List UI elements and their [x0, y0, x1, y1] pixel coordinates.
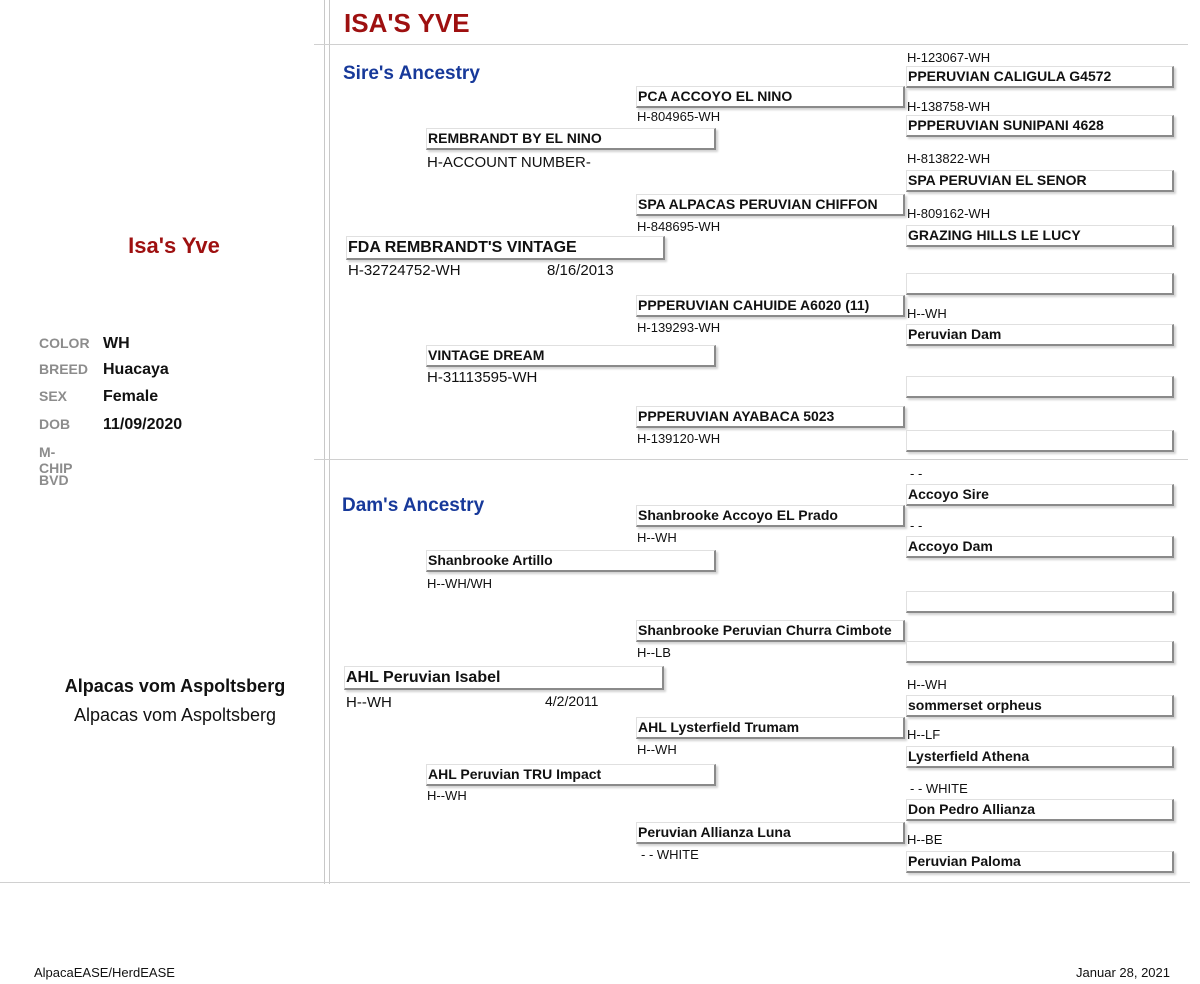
- gen3-id: H-804965-WH: [637, 109, 721, 124]
- detail-value: 11/09/2020: [103, 416, 183, 433]
- divider-left-2: [329, 0, 330, 884]
- gen4-id: H-813822-WH: [907, 151, 991, 166]
- gen4-box: SPA PERUVIAN EL SENOR: [906, 170, 1174, 192]
- sire-dob: 8/16/2013: [547, 262, 614, 279]
- divider-left-1: [324, 0, 325, 884]
- gen4-id: H--WH: [907, 306, 947, 321]
- gen4-box: sommerset orpheus: [906, 695, 1174, 717]
- gen4-box: GRAZING HILLS LE LUCY: [906, 225, 1174, 247]
- gen3-box: PCA ACCOYO EL NINO: [636, 86, 905, 108]
- gen3-id: - - WHITE: [641, 847, 699, 862]
- gen3-id: H-139120-WH: [637, 431, 721, 446]
- gen4-id: H--BE: [907, 832, 943, 847]
- gen3-id: H-848695-WH: [637, 219, 721, 234]
- sire-id: H-32724752-WH: [348, 262, 461, 279]
- detail-value: Huacaya: [103, 361, 169, 378]
- gen4-id: H-809162-WH: [907, 206, 991, 221]
- gen4-box: [906, 273, 1174, 295]
- gen3-id: H-139293-WH: [637, 320, 721, 335]
- dam-section-title: Dam's Ancestry: [342, 495, 485, 516]
- gen2-id: H-ACCOUNT NUMBER-: [427, 154, 591, 171]
- footer-software: AlpacaEASE/HerdEASE: [34, 965, 175, 980]
- detail-label: DOB: [39, 416, 71, 432]
- dam-box: AHL Peruvian Isabel: [344, 666, 664, 690]
- gen3-id: H--WH: [637, 742, 677, 757]
- page-title: ISA'S YVE: [344, 8, 470, 38]
- detail-label: BVD: [39, 472, 69, 488]
- gen3-box: Shanbrooke Peruvian Churra Cimbote: [636, 620, 905, 642]
- gen3-box: Shanbrooke Accoyo EL Prado: [636, 505, 905, 527]
- gen2-id: H-31113595-WH: [427, 369, 538, 386]
- gen4-box: [906, 376, 1174, 398]
- detail-value: WH: [103, 335, 130, 352]
- gen2-id: H--WH: [427, 788, 467, 803]
- gen4-box: Don Pedro Allianza: [906, 799, 1174, 821]
- owner-farm: Alpacas vom Aspoltsberg: [73, 705, 277, 725]
- detail-label: SEX: [39, 388, 68, 404]
- owner-name: Alpacas vom Aspoltsberg: [64, 676, 286, 696]
- section-rule: [314, 459, 1188, 460]
- detail-label: BREED: [39, 361, 89, 377]
- gen4-id: - -: [910, 466, 923, 481]
- gen2-box: REMBRANDT BY EL NINO: [426, 128, 716, 150]
- gen4-id: H-123067-WH: [907, 50, 991, 65]
- gen4-box: [906, 591, 1174, 613]
- gen3-box: PPPERUVIAN CAHUIDE A6020 (11): [636, 295, 905, 317]
- gen2-box: AHL Peruvian TRU Impact: [426, 764, 716, 786]
- gen4-id: H--LF: [907, 727, 941, 742]
- gen4-box: Peruvian Paloma: [906, 851, 1174, 873]
- animal-name: Isa's Yve: [128, 233, 220, 258]
- gen4-box: Accoyo Sire: [906, 484, 1174, 506]
- bottom-rule: [0, 882, 1190, 883]
- sire-box: FDA REMBRANDT'S VINTAGE: [346, 236, 665, 260]
- gen4-id: H--WH: [907, 677, 947, 692]
- gen3-id: H--WH: [637, 530, 677, 545]
- gen3-box: PPPERUVIAN AYABACA 5023: [636, 406, 905, 428]
- dam-dob: 4/2/2011: [545, 693, 599, 709]
- detail-label: M-CHIP: [39, 444, 73, 476]
- gen4-box: [906, 430, 1174, 452]
- gen4-id: - -: [910, 518, 923, 533]
- gen2-box: VINTAGE DREAM: [426, 345, 716, 367]
- title-rule: [314, 44, 1188, 45]
- sire-section-title: Sire's Ancestry: [343, 63, 480, 84]
- gen4-box: Lysterfield Athena: [906, 746, 1174, 768]
- gen4-box: PPPERUVIAN SUNIPANI 4628: [906, 115, 1174, 137]
- detail-label: COLOR: [39, 335, 90, 351]
- footer-date: Januar 28, 2021: [1076, 965, 1170, 980]
- gen4-box: PPERUVIAN CALIGULA G4572: [906, 66, 1174, 88]
- gen3-id: H--LB: [637, 645, 671, 660]
- gen4-box: [906, 641, 1174, 663]
- gen3-box: AHL Lysterfield Trumam: [636, 717, 905, 739]
- gen2-box: Shanbrooke Artillo: [426, 550, 716, 572]
- gen4-id: H-138758-WH: [907, 99, 991, 114]
- gen4-box: Accoyo Dam: [906, 536, 1174, 558]
- dam-id: H--WH: [346, 694, 392, 711]
- detail-value: Female: [103, 388, 159, 405]
- gen3-box: Peruvian Allianza Luna: [636, 822, 905, 844]
- gen3-box: SPA ALPACAS PERUVIAN CHIFFON: [636, 194, 905, 216]
- gen4-box: Peruvian Dam: [906, 324, 1174, 346]
- gen2-id: H--WH/WH: [427, 576, 492, 591]
- gen4-id: - - WHITE: [910, 781, 968, 796]
